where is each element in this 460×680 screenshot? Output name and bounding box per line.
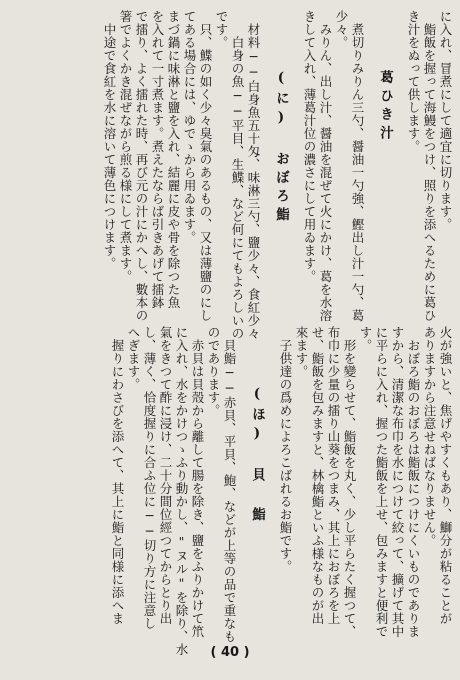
text-column: 只、鰈の如く少々臭氣のあるもの、又は薄鹽のにし <box>198 23 213 322</box>
text-column: のであります。 <box>206 326 221 417</box>
page-number: ( 40 ) <box>210 645 250 660</box>
section-heading: 葛ひき汁 <box>377 70 393 144</box>
text-column <box>262 10 272 306</box>
text-column: 箸でよくかき混ぜながら煎る様にして煮ます。 <box>118 10 133 283</box>
text-column: 貝鮨──赤貝、平貝、鮑、などが上等の品で重なも <box>222 339 237 643</box>
text-column: 中途で食紅を水に溶いて薄色につけます。 <box>102 23 117 270</box>
text-column: 材料──白身魚五十匁、味淋三勺、鹽少々、食紅少々 <box>246 23 261 340</box>
text-column: で擂り、よく擂れた時、再び元の汁にかへし、數本の <box>134 10 149 322</box>
text-column: です。 <box>214 10 229 49</box>
text-column: き汁をぬって供します。 <box>406 10 421 153</box>
upper-text-block <box>12 10 453 340</box>
text-column: 子供達の爲めによろこばれるお鮨です。 <box>278 339 293 573</box>
text-column: 赤貝は貝殼から離して腸を除き、鹽をふりかけて笊 <box>190 339 205 638</box>
text-column: 布巾に少量の擂り山葵をつまみ、其上におぼろを上 <box>326 326 341 625</box>
text-column <box>238 326 248 638</box>
section-heading: (ほ) 貝 鮨 <box>249 386 265 526</box>
text-column: に入れ、冒煮にして適宜に切ります。 <box>438 10 453 231</box>
text-column: 少々。 <box>334 10 349 49</box>
section-heading: (に) おぼろ鮨 <box>273 70 289 226</box>
text-column: 煮切りみりん三勺、醤油一勺強、鰹出し汁一勺、葛 <box>350 23 365 322</box>
text-column: し、薄く、恰度握りに合ふ位に──切り方に注意し <box>142 326 157 630</box>
text-column: 形を變らせて、鮨飯を丸く、少し平らたく握つて、 <box>342 339 357 638</box>
text-column: てある場合には、ゆでゝから用ゐます。 <box>182 10 197 244</box>
text-column: へぎます。 <box>126 326 141 391</box>
text-column: す。 <box>358 326 373 352</box>
text-column: 白身の魚──平目、生鰈、など何にてもよろしいの <box>230 36 245 340</box>
text-column: すから、清潔な布巾を水につけて絞って、擴げて其中 <box>390 326 405 638</box>
text-column: まづ鍋に味淋と鹽を入れ、結麗に皮や骨を除つた魚 <box>166 10 181 309</box>
text-column: みりん、出し汁、醤油を混ぜて火にかけ、葛を水溶 <box>318 23 333 322</box>
text-column: ありますから注意せねばなりません。 <box>422 326 437 547</box>
text-column: 來ます。 <box>294 326 309 378</box>
text-column: を入れて一寸煮ます。煮えたならば引きあげて擂鉢 <box>150 10 165 309</box>
text-column: 氣をきつて酢に浸け、二十分間位經つてからとり出 <box>158 326 173 625</box>
text-column: 握りにわさびを添へて、其上に鮨と同様に添へま <box>110 339 125 625</box>
text-column: 鮨飯を握って海鰻をつけ、照りを添へるために葛ひ <box>422 23 437 322</box>
text-column: に入れ、水をかけつゝふり動かし、"ヌル"を除り、水 <box>174 326 189 656</box>
text-column: せ、鮨飯を包みますと、林檎鮨といふ様なものが出 <box>310 326 325 625</box>
text-column <box>266 326 276 638</box>
text-column: 火が強いと、焦げやすくもあり、鰤分が粘ることが <box>438 326 453 625</box>
text-column: きして入れ、薄葛汁位の濃さにして用ゐます。 <box>302 10 317 283</box>
text-column <box>290 10 300 306</box>
text-column: に平らに入れ、握つた鮨飯を上せ、包みますと便利で <box>374 326 389 638</box>
text-column <box>394 10 404 306</box>
text-column: おぼろ鮨のおぼろは鮨飯につけにくいものでありま <box>406 339 421 638</box>
text-column <box>366 10 376 306</box>
